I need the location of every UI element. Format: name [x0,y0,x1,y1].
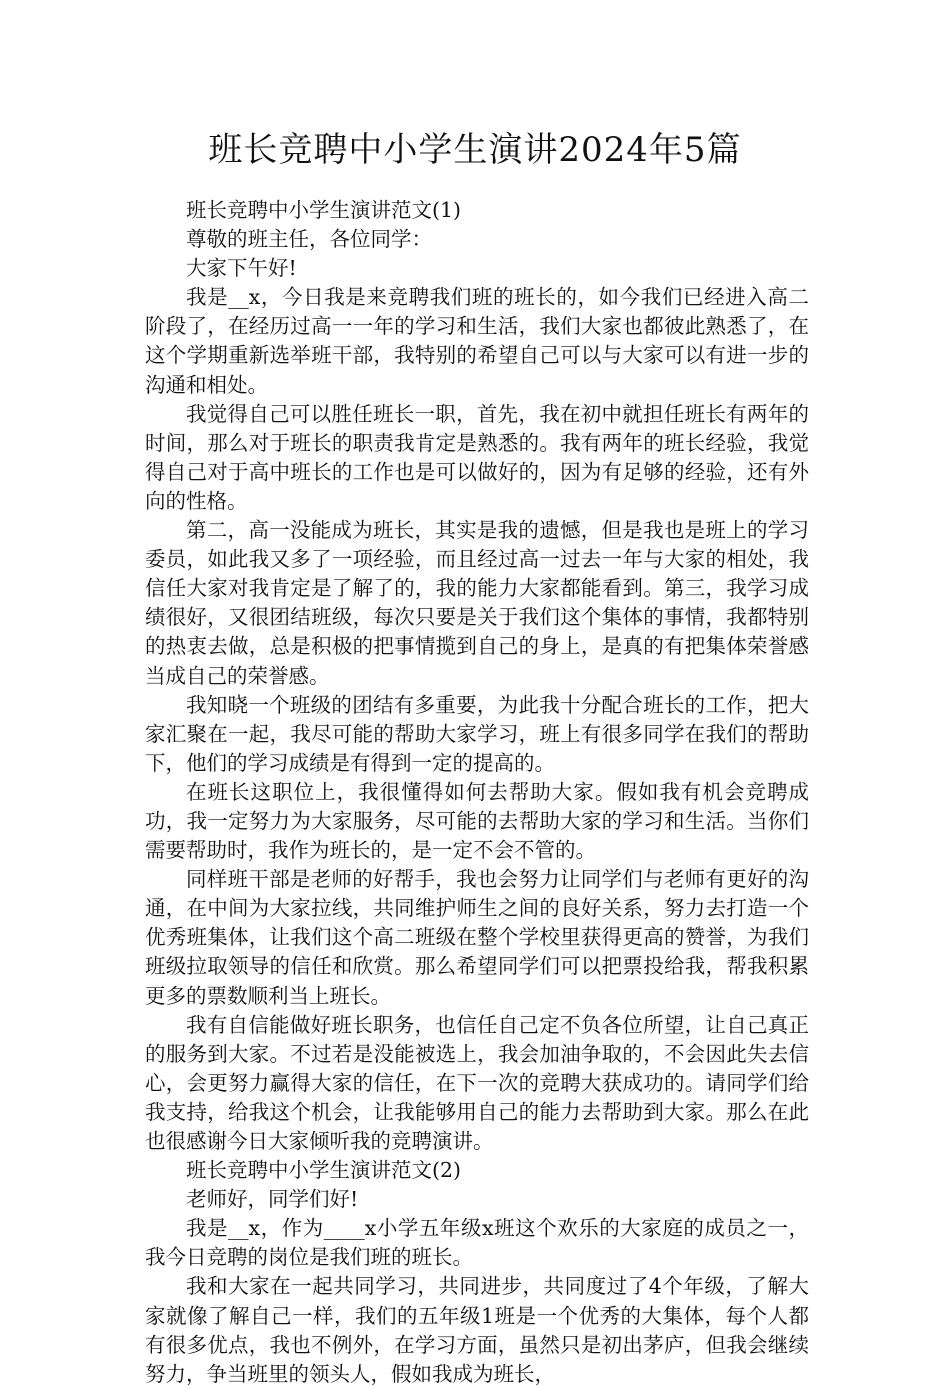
paragraph: 我和大家在一起共同学习，共同进步，共同度过了4个年级，了解大家就像了解自己一样，我们的五年级1班是一个优秀的大集体，每个人都有很多优点，我也不例外，在学习方面，虽然只是初出茅庐，但我会继续努力，争当班里的领头人，假如我成为班长， [145,1274,809,1386]
paragraph: 我有自信能做好班长职务，也信任自己定不负各位所望，让自己真正的服务到大家。不过若是没能被选上，我会加油争取的，不会因此失去信心，会更努力赢得大家的信任，在下一次的竞聘大获成功的。请同学们给我支持，给我这个机会，让我能够用自己的能力去帮助到大家。那么在此也很感谢今日大家倾听我的竞聘演讲。 [145,1012,809,1153]
paragraph-greeting-2: 老师好，同学们好! [186,1187,359,1212]
paragraph-heading-1: 班长竞聘中小学生演讲范文(1) [186,198,462,222]
paragraph: 我知晓一个班级的团结有多重要，为此我十分配合班长的工作，把大家汇聚在一起，我尽可能的帮助大家学习，班上有很多同学在我们的帮助下，他们的学习成绩是有得到一定的提高的。 [145,692,809,775]
paragraph: 同样班干部是老师的好帮手，我也会努力让同学们与老师有更好的沟通，在中间为大家拉线，共同维护师生之间的良好关系，努力去打造一个优秀班集体，让我们这个高二班级在整个学校里获得更高的赞誉，为我们班级拉取领导的信任和欣赏。那么希望同学们可以把票投给我，帮我积累更多的票数顺利当上班长。 [145,867,809,1008]
paragraph: 在班长这职位上，我很懂得如何去帮助大家。假如我有机会竞聘成功，我一定努力为大家服务，尽可能的去帮助大家的学习和生活。当你们需要帮助时，我作为班长的，是一定不会不管的。 [145,779,809,863]
paragraph-heading-2: 班长竞聘中小学生演讲范文(2) [186,1158,462,1183]
paragraph: 我是__x，作为____x小学五年级x班这个欢乐的大家庭的成员之一，我今日竞聘的岗位是我们班的班长。 [145,1216,809,1270]
document-body [145,196,809,1389]
paragraph: 我是__x，今日我是来竞聘我们班的班长的，如今我们已经进入高二阶段了，在经历过高一一年的学习和生活，我们大家也都彼此熟悉了，在这个学期重新选举班干部，我特别的希望自己可以与大家可以有进一步的沟通和相处。 [145,285,809,397]
paragraph-salutation-1: 尊敬的班主任，各位同学： [186,227,432,252]
paragraph: 我觉得自己可以胜任班长一职，首先，我在初中就担任班长有两年的时间，那么对于班长的职责我肯定是熟悉的。我有两年的班长经验，我觉得自己对于高中班长的工作也是可以做好的，因为有足够的经验，还有外向的性格。 [145,401,809,513]
document-title: 班长竞聘中小学生演讲2024年5篇 [208,130,742,170]
paragraph: 第二，高一没能成为班长，其实是我的遗憾，但是我也是班上的学习委员，如此我又多了一项经验，而且经过高一过去一年与大家的相处，我信任大家对我肯定是了解了的，我的能力大家都能看到。第三，我学习成绩很好，又很团结班级，每次只要是关于我们这个集体的事情，我都特别的热衷去做，总是积极的把事情揽到自己的身上，是真的有把集体荣誉感当成自己的荣誉感。 [145,518,809,688]
paragraph-greeting-1: 大家下午好! [186,256,297,281]
